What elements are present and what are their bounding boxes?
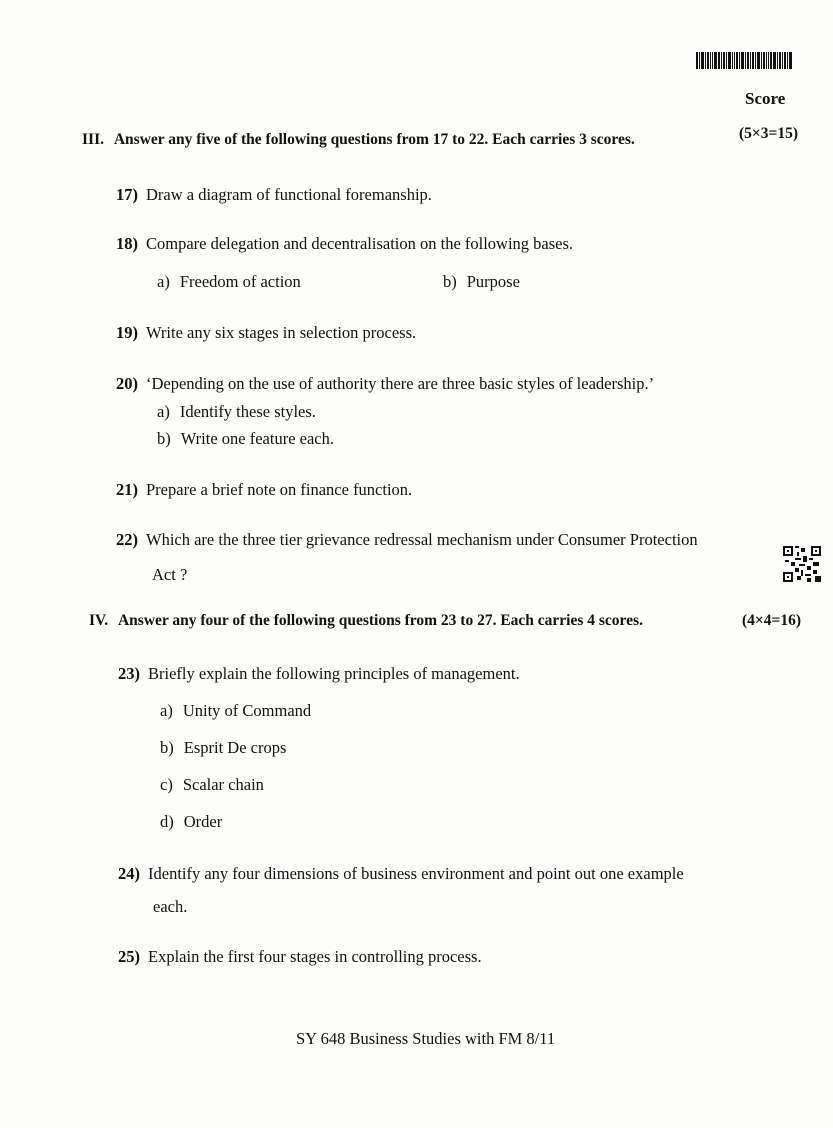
section-4-heading (89, 612, 643, 630)
question-22-continuation: Act ? (152, 565, 188, 584)
question-25: 25) Explain the first four stages in controlling process. (118, 947, 482, 966)
barcode-image (696, 52, 802, 69)
question-20-part-b: b) Write one feature each. (157, 429, 334, 448)
page-footer: SY 648 Business Studies with FM 8/11 (296, 1029, 556, 1048)
section-3-marks: (5×3=15) (739, 125, 798, 142)
section-3-instruction: Answer any five of the following questions from 17 to 22. Each carries 3 scores. (113, 131, 635, 148)
question-23-part-d: d) Order (160, 812, 223, 831)
question-24-continuation: each. (153, 897, 188, 916)
section-3-roman: III. (82, 131, 104, 148)
question-19: 19) Write any six stages in selection process. (116, 323, 417, 342)
question-21: 21) Prepare a brief note on finance function. (116, 480, 413, 499)
question-18-option-b: b) Purpose (443, 272, 520, 291)
question-23-part-a: a) Unity of Command (160, 701, 312, 720)
section-3-heading (82, 131, 635, 149)
section-4-roman: IV. (89, 612, 109, 629)
question-23: 23) Briefly explain the following principles of management. (118, 664, 520, 683)
score-header: Score (745, 89, 786, 108)
question-18: 18) Compare delegation and decentralisation on the following bases. (116, 234, 574, 253)
qr-code-image (783, 546, 821, 582)
question-20-part-a: a) Identify these styles. (157, 402, 316, 421)
question-20: 20) ‘Depending on the use of authority there are three basic styles of leadership.’ (116, 374, 655, 393)
question-18-option-a: a) Freedom of action (157, 272, 301, 291)
question-17: 17) Draw a diagram of functional foremanship. (116, 185, 432, 204)
question-23-part-b: b) Esprit De crops (160, 738, 287, 757)
section-4-instruction: Answer any four of the following questions from 23 to 27. Each carries 4 scores. (117, 612, 643, 629)
section-4-marks: (4×4=16) (742, 612, 801, 629)
question-22: 22) Which are the three tier grievance redressal mechanism under Consumer Protection (116, 530, 698, 549)
question-23-part-c: c) Scalar chain (160, 775, 264, 794)
question-24: 24) Identify any four dimensions of business environment and point out one example (118, 864, 684, 883)
